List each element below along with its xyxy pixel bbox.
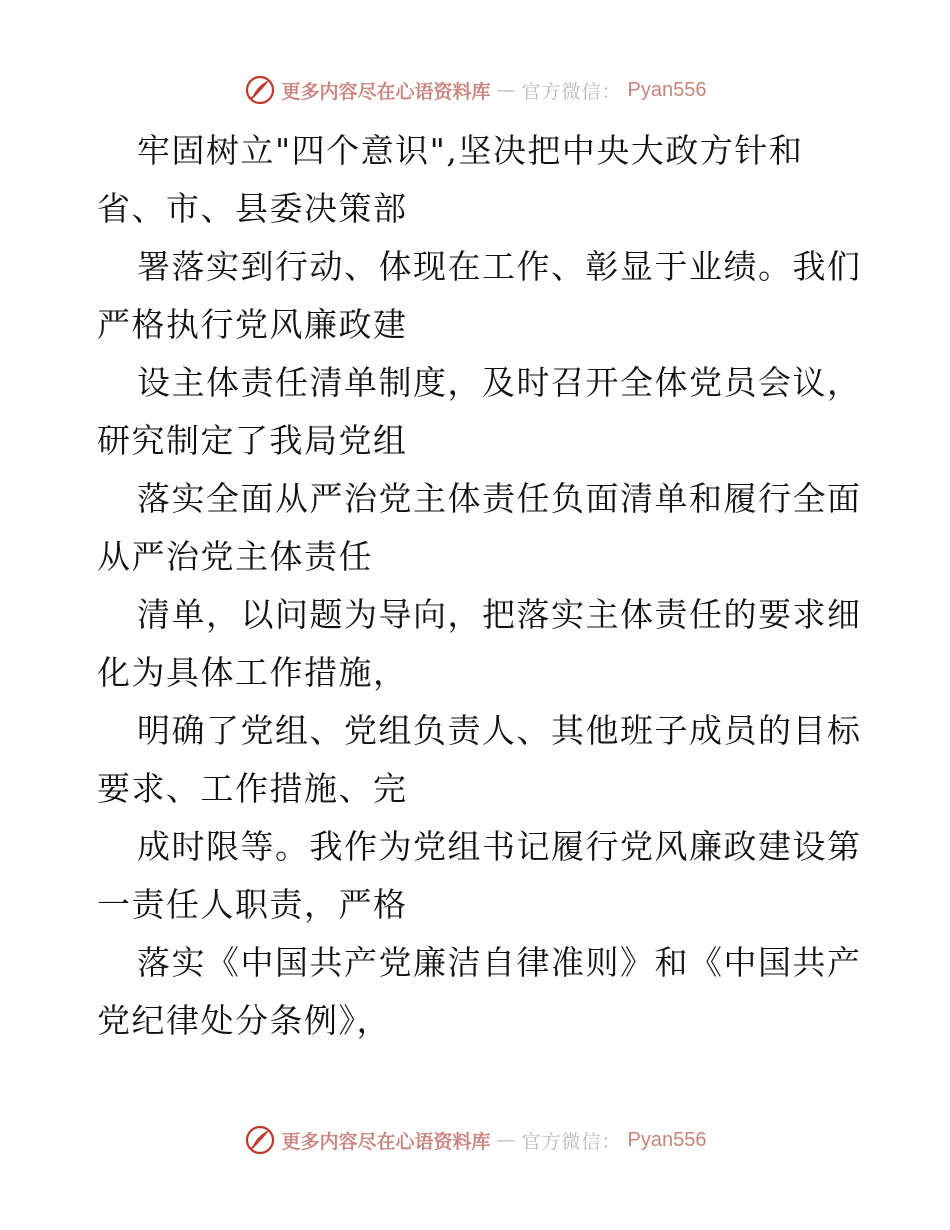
body-line: 署落实到行动、体现在工作、彰显于业绩。我们 [137, 247, 862, 286]
document-body [97, 122, 862, 1050]
body-line: 明确了党组、党组负责人、其他班子成员的目标 [137, 711, 862, 750]
quill-logo-icon [244, 1124, 276, 1156]
footer-watermark [0, 1120, 950, 1160]
watermark-separator: — [496, 1129, 516, 1151]
body-line: 严格执行党风廉政建 [97, 305, 408, 344]
body-line: 一责任人职责，严格 [97, 885, 408, 924]
watermark-site-name: 更多内容尽在心语资料库 [281, 1130, 491, 1153]
body-line: 落实全面从严治党主体责任负面清单和履行全面 [137, 479, 862, 518]
body-line: 设主体责任清单制度，及时召开全体党员会议， [137, 363, 862, 402]
body-line: 成时限等。我作为党组书记履行党风廉政建设第 [137, 827, 862, 866]
watermark-separator: — [496, 79, 516, 101]
body-line: 从严治党主体责任 [97, 537, 373, 576]
watermark-site-name: 更多内容尽在心语资料库 [281, 80, 491, 103]
body-line: 省、市、县委决策部 [97, 189, 408, 228]
watermark-wechat-id: Pyan556 [627, 78, 707, 101]
body-line: 研究制定了我局党组 [97, 421, 408, 460]
quill-logo-icon [244, 74, 276, 106]
body-line: 要求、工作措施、完 [97, 769, 408, 808]
watermark-wechat-id: Pyan556 [627, 1128, 707, 1151]
watermark-wechat-label: 官方微信： [521, 80, 622, 103]
body-line: 落实《中国共产党廉洁自律准则》和《中国共产 [137, 943, 862, 982]
body-line: 清单，以问题为导向，把落实主体责任的要求细 [137, 595, 862, 634]
body-line: 党纪律处分条例》， [97, 1001, 391, 1040]
header-watermark [0, 70, 950, 110]
body-line: 牢固树立"四个意识",坚决把中央大政方针和 [137, 131, 804, 170]
body-line: 化为具体工作措施， [97, 653, 408, 692]
watermark-wechat-label: 官方微信： [521, 1130, 622, 1153]
